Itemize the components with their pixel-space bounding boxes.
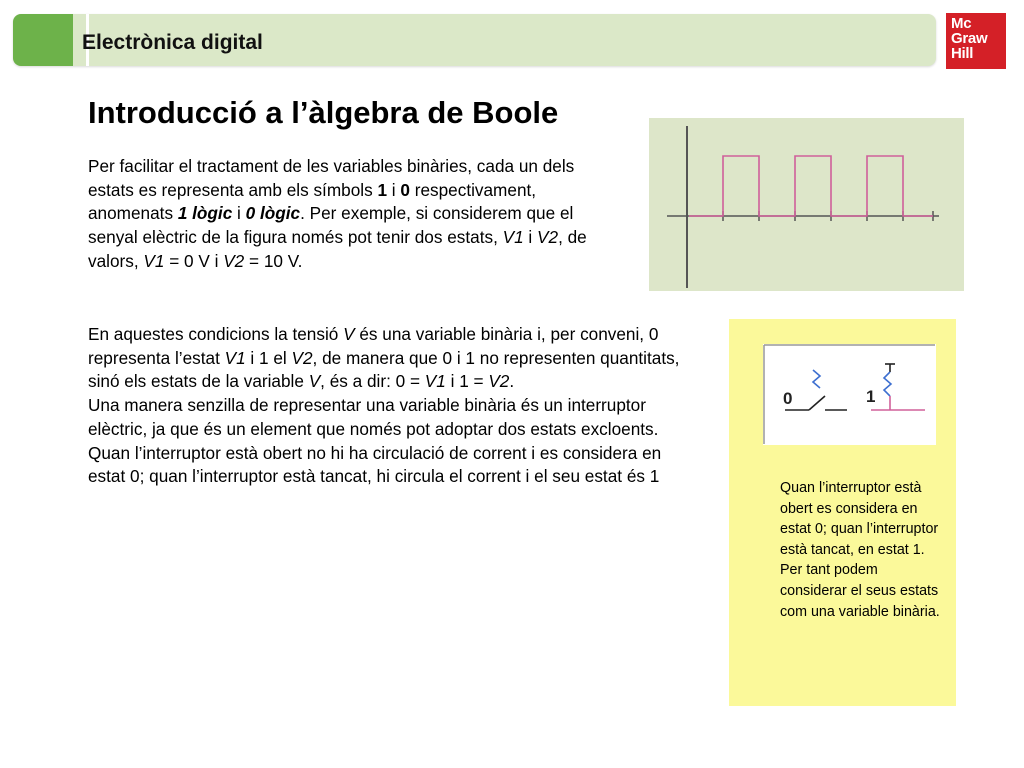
square-wave-signal [689,156,933,216]
body-text [88,323,688,489]
square-wave-figure [649,118,964,291]
switch-paragraph: Una manera senzilla de representar una variable binària és un interruptor elèctric, ja que és un element que només pot adoptar dos estats excloents. Quan l’interruptor està obert no hi ha circulació de corrent i es considera en estat 0; quan l’interruptor està tancat, hi circula el corrent i el seu estat és 1 [88,395,662,487]
header-title: Electrònica digital [82,31,263,54]
switch-label-0: 0 [783,389,793,408]
header-accent [13,14,73,66]
conditions-paragraph: En aquestes condicions la tensió V és una variable binària i, per conveni, 0 representa l’estat V1 i 1 el V2, de manera que 0 i 1 no representen quantitats, sinó els estats de la variable V, és a dir: 0 = V1 i 1 = V2. [88,324,680,392]
logo-line-2: Graw [951,30,988,47]
open-switch [785,370,847,410]
intro-paragraph: Per facilitar el tractament de les variables binàries, cada un dels estats es representa amb els símbols 1 i 0 respectivament, anomenats 1 lògic i 0 lògic. Per exemple, si considerem que el senyal elèctric de la figura només pot tenir dos estats, V1 i V2, de valors, V1 = 0 V i V2 = 10 V. [88,156,587,271]
closed-switch [871,364,925,410]
switch-label-1: 1 [866,387,876,406]
logo-line-1: Mc [951,15,972,32]
logo-line-3: Hill [951,45,974,62]
switch-figure [763,344,936,445]
mcgraw-hill-logo [946,13,1006,69]
slide-title: Introducció a l’àlgebra de Boole [88,95,559,130]
switch-svg [763,344,936,445]
square-wave-svg [649,118,964,291]
switch-caption: Quan l’interruptor està obert es considera en estat 0; quan l’interruptor està tancat, en estat 1. Per tant podem considerar el seus estats com una variable binària. [780,480,940,620]
